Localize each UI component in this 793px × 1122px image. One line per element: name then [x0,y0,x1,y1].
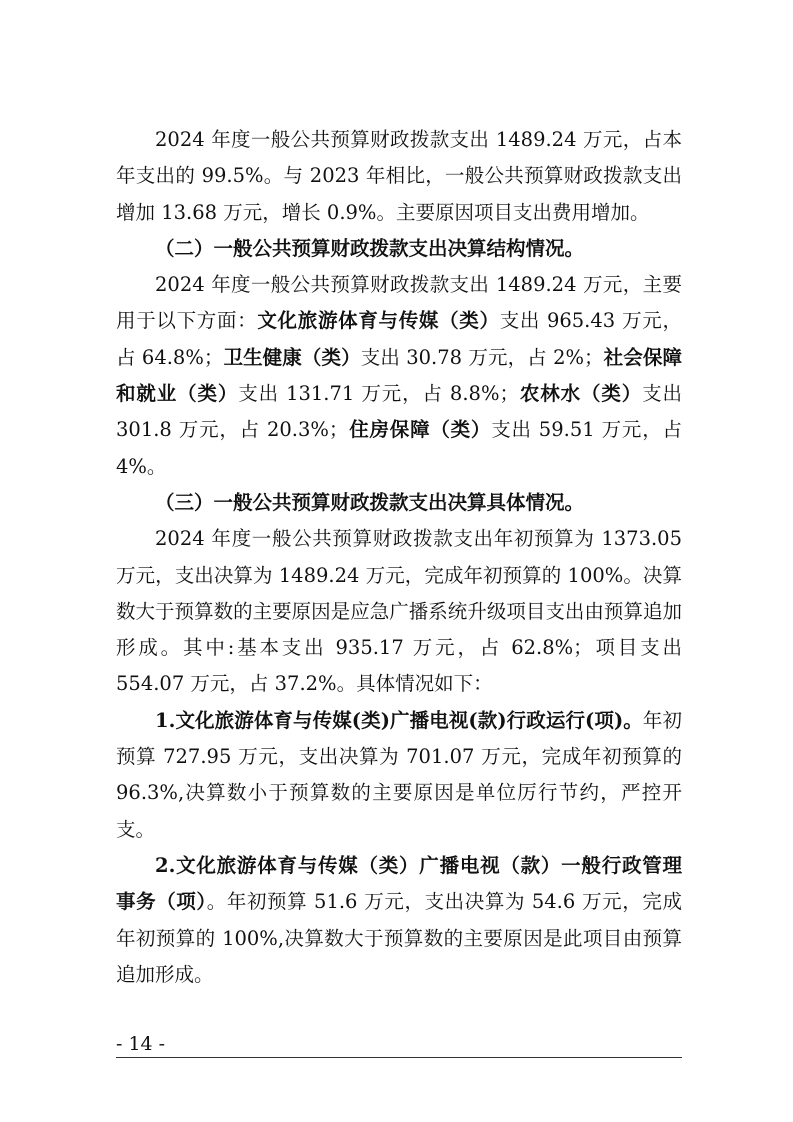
document-body [116,122,682,993]
item-title: 2.文化旅游体育与传媒（类）广播电视（款）一般行政管理事务（项） [116,853,682,914]
category-label: 社会保障和就业（类） [116,345,682,406]
section-heading-structure [116,231,682,267]
text-run: 2024 年度一般公共预算财政拨款支出 1489.24 万元，主要用于以下方面： [116,273,682,333]
text-run: 2024 年度一般公共预算财政拨款支出年初预算为 1373.05 万元，支出决算为 1489.24 万元，完成年初预算的 100%。决算数大于预算数的主要原因是应急广播系统升级项目支出由预算追加形成。其中:基本支出 935.17 万元，占 62.8%；项目支出 554.07 万元，占 37.2%。具体情况如下： [116,527,682,696]
category-label: 住房保障（类） [348,418,492,442]
text-run: 支出 965.43 万元，占 64.8%； [116,309,682,369]
paragraph-item-1 [116,703,682,848]
paragraph-item-2 [116,848,682,993]
page-number: - 14 - [116,1033,166,1055]
text-run: 支出 59.51 万元，占 4%。 [116,418,682,478]
category-label: 卫生健康（类） [223,345,361,369]
text-run: （二）一般公共预算财政拨款支出决算结构情况。 [155,236,585,260]
section-heading-details [116,485,682,521]
text-run: 。年初预算 51.6 万元，支出决算为 54.6 万元，完成年初预算的 100%,决算数大于预算数的主要原因是此项目由预算追加形成。 [116,890,682,986]
paragraph-expenditure-total [116,122,682,231]
text-run: 支出 131.71 万元，占 8.8%； [238,382,519,406]
text-run: 支出 30.78 万元，占 2%； [360,345,604,369]
page-footer [116,1030,682,1060]
text-run: （三）一般公共预算财政拨款支出决算具体情况。 [155,490,585,514]
footer-divider [116,1057,682,1058]
text-run: 2024 年度一般公共预算财政拨款支出 1489.24 万元，占本年支出的 99.5%。与 2023 年相比，一般公共预算财政拨款支出增加 13.68 万元，增长 0.9%。主要原因项目支出费用增加。 [116,128,682,224]
item-title: 1.文化旅游体育与传媒(类)广播电视(款)行政运行(项)。 [155,708,643,732]
paragraph-expenditure-structure [116,267,682,485]
category-label: 文化旅游体育与传媒（类） [257,309,500,333]
text-run: 年初预算 727.95 万元，支出决算为 701.07 万元，完成年初预算的 96.3%,决算数小于预算数的主要原因是单位厉行节约，严控开支。 [116,708,682,841]
text-run: 支出 301.8 万元，占 20.3%； [116,382,682,442]
category-label: 农林水（类） [518,382,643,406]
paragraph-budget-details [116,521,682,702]
